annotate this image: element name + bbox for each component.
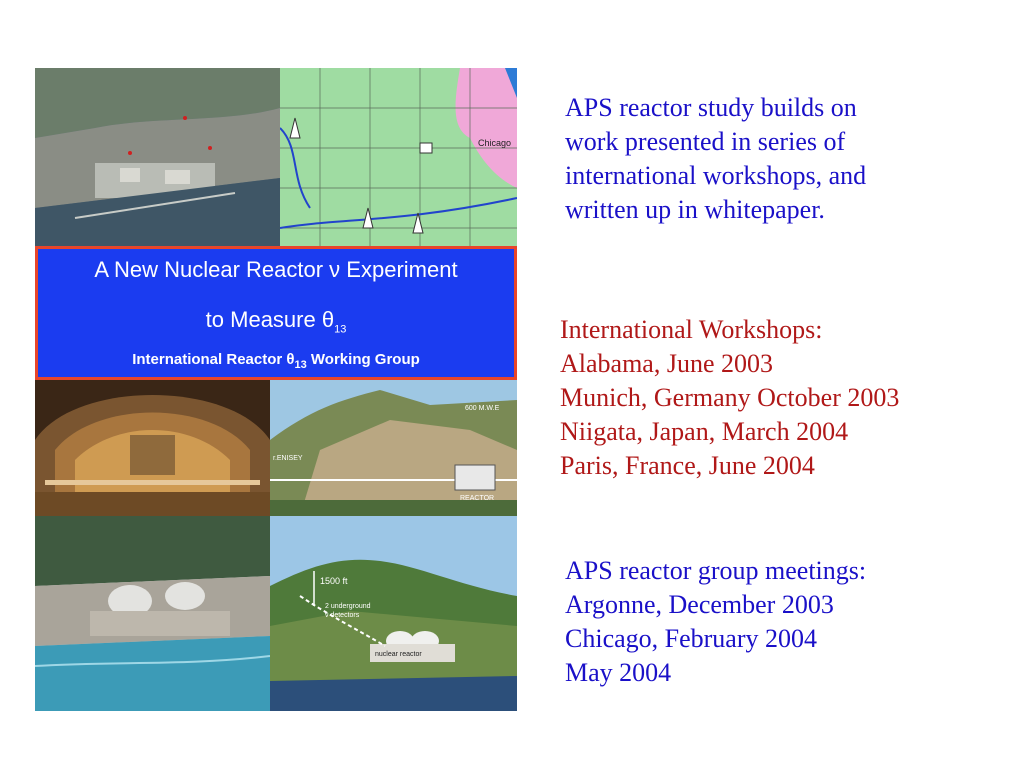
reactor-label: REACTOR [460,495,495,502]
height-label: 1500 ft [320,576,348,586]
intro-line: APS reactor study builds on [565,93,857,122]
power-plant-photo [35,516,270,711]
meetings-heading: APS reactor group meetings: [565,556,867,585]
map-photo [280,68,517,246]
intro-line: international workshops, and [565,161,867,190]
list-item: Munich, Germany October 2003 [560,383,900,412]
detector-site-photo [270,516,517,711]
mountain-section-photo [270,380,517,516]
detectors-label-1: 2 underground [325,603,371,610]
aerial-reactor-photo [35,68,280,246]
list-item: Paris, France, June 2004 [560,451,815,480]
meetings-list [565,554,866,690]
list-item: Argonne, December 2003 [565,590,834,619]
intro-line: written up in whitepaper. [565,195,825,224]
list-item: May 2004 [565,658,672,687]
workshops-list [560,313,899,483]
tunnel-label: r.ENISEY [273,455,303,462]
list-item: Chicago, February 2004 [565,624,818,653]
banner-subtitle: International Reactor $\theta_{13}$ Working Group [132,351,420,371]
tunnel-interior-photo [35,380,270,516]
list-item: Alabama, June 2003 [560,349,774,378]
nuclear-reactor-label: nuclear reactor [375,651,422,658]
power-label: 600 M.W.E [465,405,500,412]
banner-title-line2: to Measure $\theta_{13}$ [205,307,347,336]
title-banner [35,246,517,380]
banner-title-line1: A New Nuclear Reactor ν Experiment [94,257,458,282]
intro-text [565,91,866,227]
intro-line: work presented in series of [565,127,846,156]
workshops-heading: International Workshops: [560,315,823,344]
list-item: Niigata, Japan, March 2004 [560,417,849,446]
cover-collage [35,68,517,711]
map-city-label: Chicago [478,138,512,148]
detectors-label-2: ν detectors [325,612,360,619]
